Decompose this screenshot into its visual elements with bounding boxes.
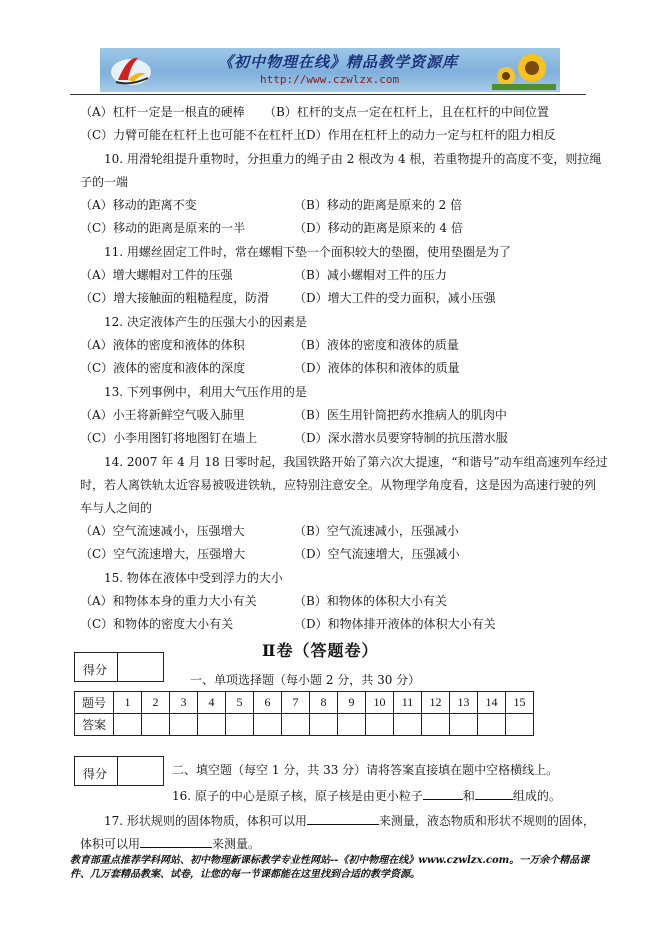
- q13-stem: 13. 下列事例中，利用大气压作用的是: [104, 385, 307, 399]
- table-cell: 5: [226, 692, 254, 714]
- q17-text: [104, 812, 595, 829]
- q14-option-b: （B）空气流速减小，压强减小: [294, 524, 459, 538]
- q15-stem: 15. 物体在液体中受到浮力的大小: [104, 571, 283, 585]
- site-logo-icon: [108, 52, 154, 88]
- answer-cell[interactable]: [366, 714, 394, 736]
- q16-blank-1[interactable]: [423, 787, 463, 800]
- answer-cell[interactable]: [478, 714, 506, 736]
- banner-url[interactable]: http://www.czwlzx.com: [260, 73, 400, 86]
- answer-cell[interactable]: [142, 714, 170, 736]
- q13-option-c: （C）小李用图钉将地图钉在墙上: [80, 431, 258, 445]
- answer-cell[interactable]: [310, 714, 338, 736]
- q12-stem: 12. 决定液体产生的压强大小的因素是: [104, 315, 307, 329]
- q13-option-b: （B）医生用针筒把药水推病人的肌肉中: [294, 408, 507, 422]
- answer-cell[interactable]: [394, 714, 422, 736]
- q17-blank-2[interactable]: [140, 835, 212, 848]
- q14-option-c: （C）空气流速增大，压强增大: [80, 547, 246, 561]
- banner-title: 《初中物理在线》精品教学资源库: [218, 53, 459, 71]
- answer-cell[interactable]: [198, 714, 226, 736]
- q17-part-b: 来测量，液态物质和形状不规则的固体，: [378, 814, 595, 828]
- sunflower-icon: [492, 50, 556, 90]
- q10-stem-cont: 子的一端: [80, 175, 129, 189]
- answer-cell[interactable]: [170, 714, 198, 736]
- table-cell: 13: [450, 692, 478, 714]
- table-cell: 11: [394, 692, 422, 714]
- site-banner: [100, 48, 560, 92]
- q15-option-a: （A）和物体本身的重力大小有关: [80, 594, 257, 608]
- answer-cell[interactable]: [422, 714, 450, 736]
- score-label: 得分: [83, 663, 108, 677]
- q13-option-a: （A）小王将新鲜空气吸入肺里: [80, 408, 245, 422]
- part2-title: Ⅱ卷（答题卷）: [262, 641, 379, 660]
- q17-part-c: 体积可以用: [80, 837, 141, 851]
- page-footer: 教育部重点推荐学科网站、初中物理新课标教学专业性网站--《初中物理在线》www.czwlzx.com。一万余个精品课件、几万套精品教案、试卷，让您的每一节课都能在这里找到合适的教学资源。: [70, 855, 590, 880]
- q16-text: [172, 787, 561, 804]
- answer-cell[interactable]: [282, 714, 310, 736]
- q14-option-a: （A）空气流速减小，压强增大: [80, 524, 245, 538]
- answer-cell[interactable]: [226, 714, 254, 736]
- q9-option-d: （D）作用在杠杆上的动力一定与杠杆的阻力相反: [294, 128, 556, 142]
- q12-option-c: （C）液体的密度和液体的深度: [80, 361, 246, 375]
- q16-part-c: 组成的。: [512, 789, 561, 803]
- q17-part-d: 来测量。: [212, 837, 261, 851]
- q10-option-a: （A）移动的距离不变: [80, 198, 197, 212]
- table-cell: 9: [338, 692, 366, 714]
- score-box-1: [74, 652, 164, 682]
- q11-option-d: （D）增大工件的受力面积，减小压强: [294, 291, 496, 305]
- q9-option-b: （B）杠杆的支点一定在杠杆上，且在杠杆的中间位置: [264, 105, 549, 119]
- table-cell: 7: [282, 692, 310, 714]
- table-header-q: 题号: [75, 692, 114, 714]
- answer-table: [74, 691, 534, 736]
- table-cell: 8: [310, 692, 338, 714]
- table-cell: 3: [170, 692, 198, 714]
- q12-option-b: （B）液体的密度和液体的质量: [294, 338, 459, 352]
- score-box-2: [74, 756, 164, 786]
- q16-part-b: 和: [462, 789, 475, 803]
- q9-option-c: （C）力臂可能在杠杆上也可能不在杠杆上: [80, 128, 306, 142]
- q10-option-c: （C）移动的距离是原来的一半: [80, 221, 246, 235]
- table-row: [75, 714, 534, 736]
- q12-option-d: （D）液体的体积和液体的质量: [294, 361, 460, 375]
- q9-option-a: （A）杠杆一定是一根直的硬棒: [80, 105, 245, 119]
- section2-heading: 二、填空题（每空 1 分，共 33 分）请将答案直接填在题中空格横线上。: [172, 763, 559, 777]
- table-header-a: 答案: [75, 714, 114, 736]
- q10-option-b: （B）移动的距离是原来的 2 倍: [294, 198, 463, 212]
- table-cell: 12: [422, 692, 450, 714]
- score-label: 得分: [83, 767, 108, 781]
- answer-cell[interactable]: [114, 714, 142, 736]
- header-rule: [70, 94, 586, 95]
- q13-option-d: （D）深水潜水员要穿特制的抗压潜水服: [294, 431, 508, 445]
- q10-stem: 10. 用滑轮组提升重物时，分担重力的绳子由 2 根改为 4 根，若重物提升的高度不变，则拉绳: [104, 152, 602, 166]
- answer-cell[interactable]: [338, 714, 366, 736]
- answer-cell[interactable]: [506, 714, 534, 736]
- table-cell: 4: [198, 692, 226, 714]
- q17-blank-1[interactable]: [307, 812, 379, 825]
- q16-part-a: 16. 原子的中心是原子核，原子核是由更小粒子: [172, 789, 423, 803]
- table-cell: 6: [254, 692, 282, 714]
- q15-option-b: （B）和物体的体积大小有关: [294, 594, 447, 608]
- answer-cell[interactable]: [450, 714, 478, 736]
- table-cell: 1: [114, 692, 142, 714]
- q10-option-d: （D）移动的距离是原来的 4 倍: [294, 221, 463, 235]
- answer-cell[interactable]: [254, 714, 282, 736]
- table-cell: 15: [506, 692, 534, 714]
- q17-part-a: 17. 形状规则的固体物质，体积可以用: [104, 814, 307, 828]
- table-cell: 2: [142, 692, 170, 714]
- table-row: [75, 692, 534, 714]
- q15-option-d: （D）和物体排开液体的体积大小有关: [294, 617, 496, 631]
- section1-heading: 一、单项选择题（每小题 2 分，共 30 分）: [190, 673, 421, 687]
- q11-option-a: （A）增大螺帽对工件的压强: [80, 268, 233, 282]
- q14-stem-cont: 时，若人离铁轨太近容易被吸进铁轨，应特别注意安全。从物理学角度看，这是因为高速行驶的列: [80, 478, 597, 492]
- q11-option-b: （B）减小螺帽对工件的压力: [294, 268, 447, 282]
- q11-option-c: （C）增大接触面的粗糙程度，防滑: [80, 291, 270, 305]
- q11-stem: 11. 用螺丝固定工件时，常在螺帽下垫一个面积较大的垫圈，使用垫圈是为了: [104, 245, 511, 259]
- q14-option-d: （D）空气流速增大，压强减小: [294, 547, 460, 561]
- q17-text-cont: [80, 835, 260, 852]
- q15-option-c: （C）和物体的密度大小有关: [80, 617, 234, 631]
- q14-stem-cont2: 车与人之间的: [80, 501, 153, 515]
- q12-option-a: （A）液体的密度和液体的体积: [80, 338, 245, 352]
- table-cell: 14: [478, 692, 506, 714]
- table-cell: 10: [366, 692, 394, 714]
- q16-blank-2[interactable]: [475, 787, 513, 800]
- q14-stem: 14. 2007 年 4 月 18 日零时起，我国铁路开始了第六次大提速，“和谐号”动车组高速列车经过: [104, 455, 608, 469]
